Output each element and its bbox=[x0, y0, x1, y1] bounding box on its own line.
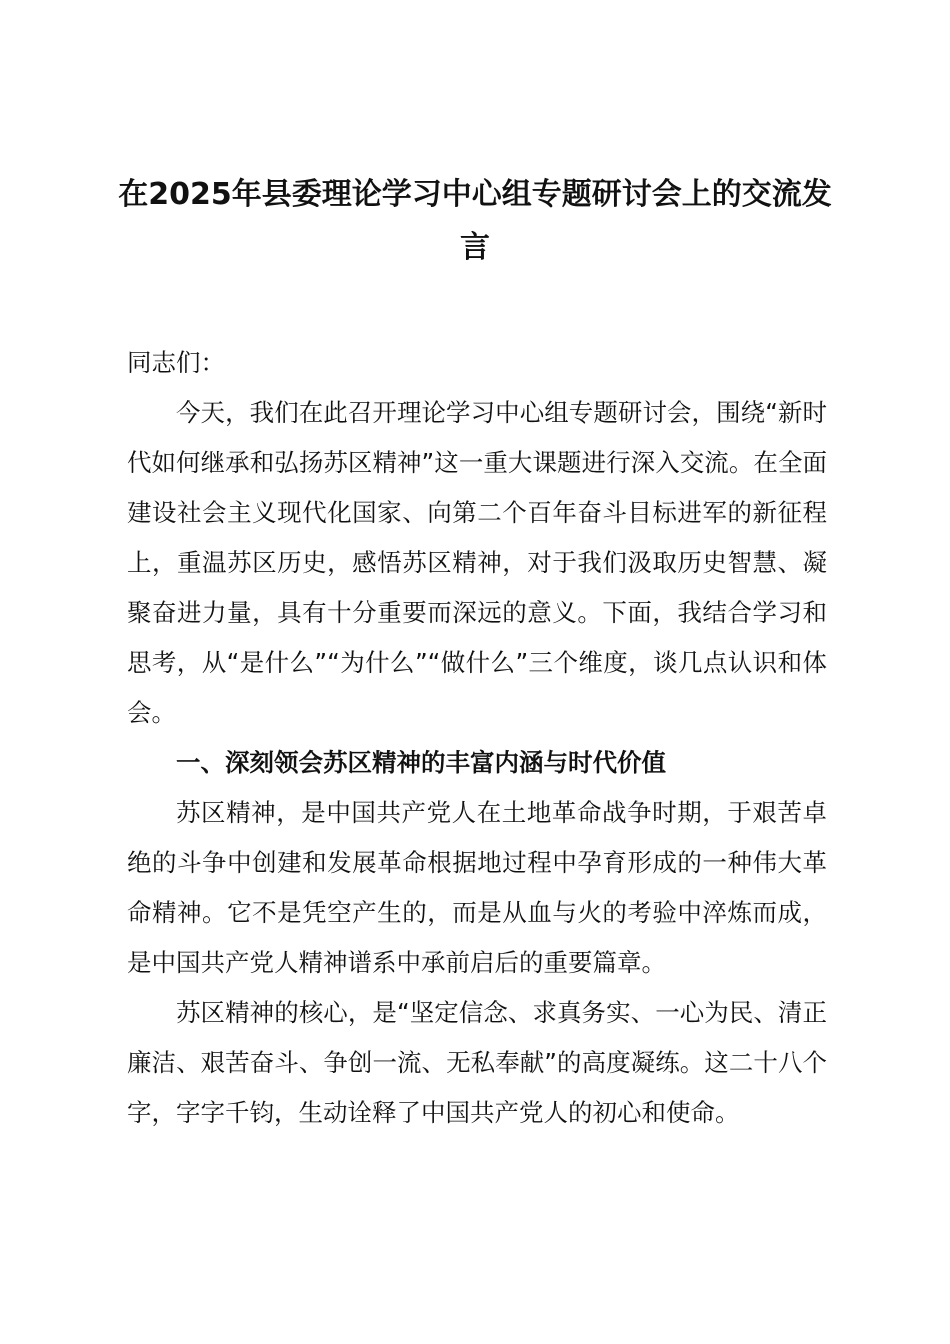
document-body bbox=[127, 338, 827, 1138]
intro-paragraph: 今天，我们在此召开理论学习中心组专题研讨会，围绕“新时代如何继承和弘扬苏区精神”这一重大课题进行深入交流。在全面建设社会主义现代化国家、向第二个百年奋斗目标进军的新征程上，重温苏区历史，感悟苏区精神，对于我们汲取历史智慧、凝聚奋进力量，具有十分重要而深远的意义。下面，我结合学习和思考，从“是什么”“为什么”“做什么”三个维度，谈几点认识和体会。 bbox=[127, 398, 827, 727]
section-1-paragraph-2: 苏区精神的核心，是“坚定信念、求真务实、一心为民、清正廉洁、艰苦奋斗、争创一流、无私奉献”的高度凝练。这二十八个字，字字千钧，生动诠释了中国共产党人的初心和使命。 bbox=[127, 998, 827, 1127]
section-heading-1: 一、深刻领会苏区精神的丰富内涵与时代价值 bbox=[176, 748, 666, 777]
section-1-paragraph-1: 苏区精神，是中国共产党人在土地革命战争时期，于艰苦卓绝的斗争中创建和发展革命根据地过程中孕育形成的一种伟大革命精神。它不是凭空产生的，而是从血与火的考验中淬炼而成，是中国共产党人精神谱系中承前启后的重要篇章。 bbox=[127, 798, 827, 977]
document-title: 在2025年县委理论学习中心组专题研讨会上的交流发言 bbox=[118, 177, 832, 265]
salutation: 同志们： bbox=[127, 348, 225, 377]
